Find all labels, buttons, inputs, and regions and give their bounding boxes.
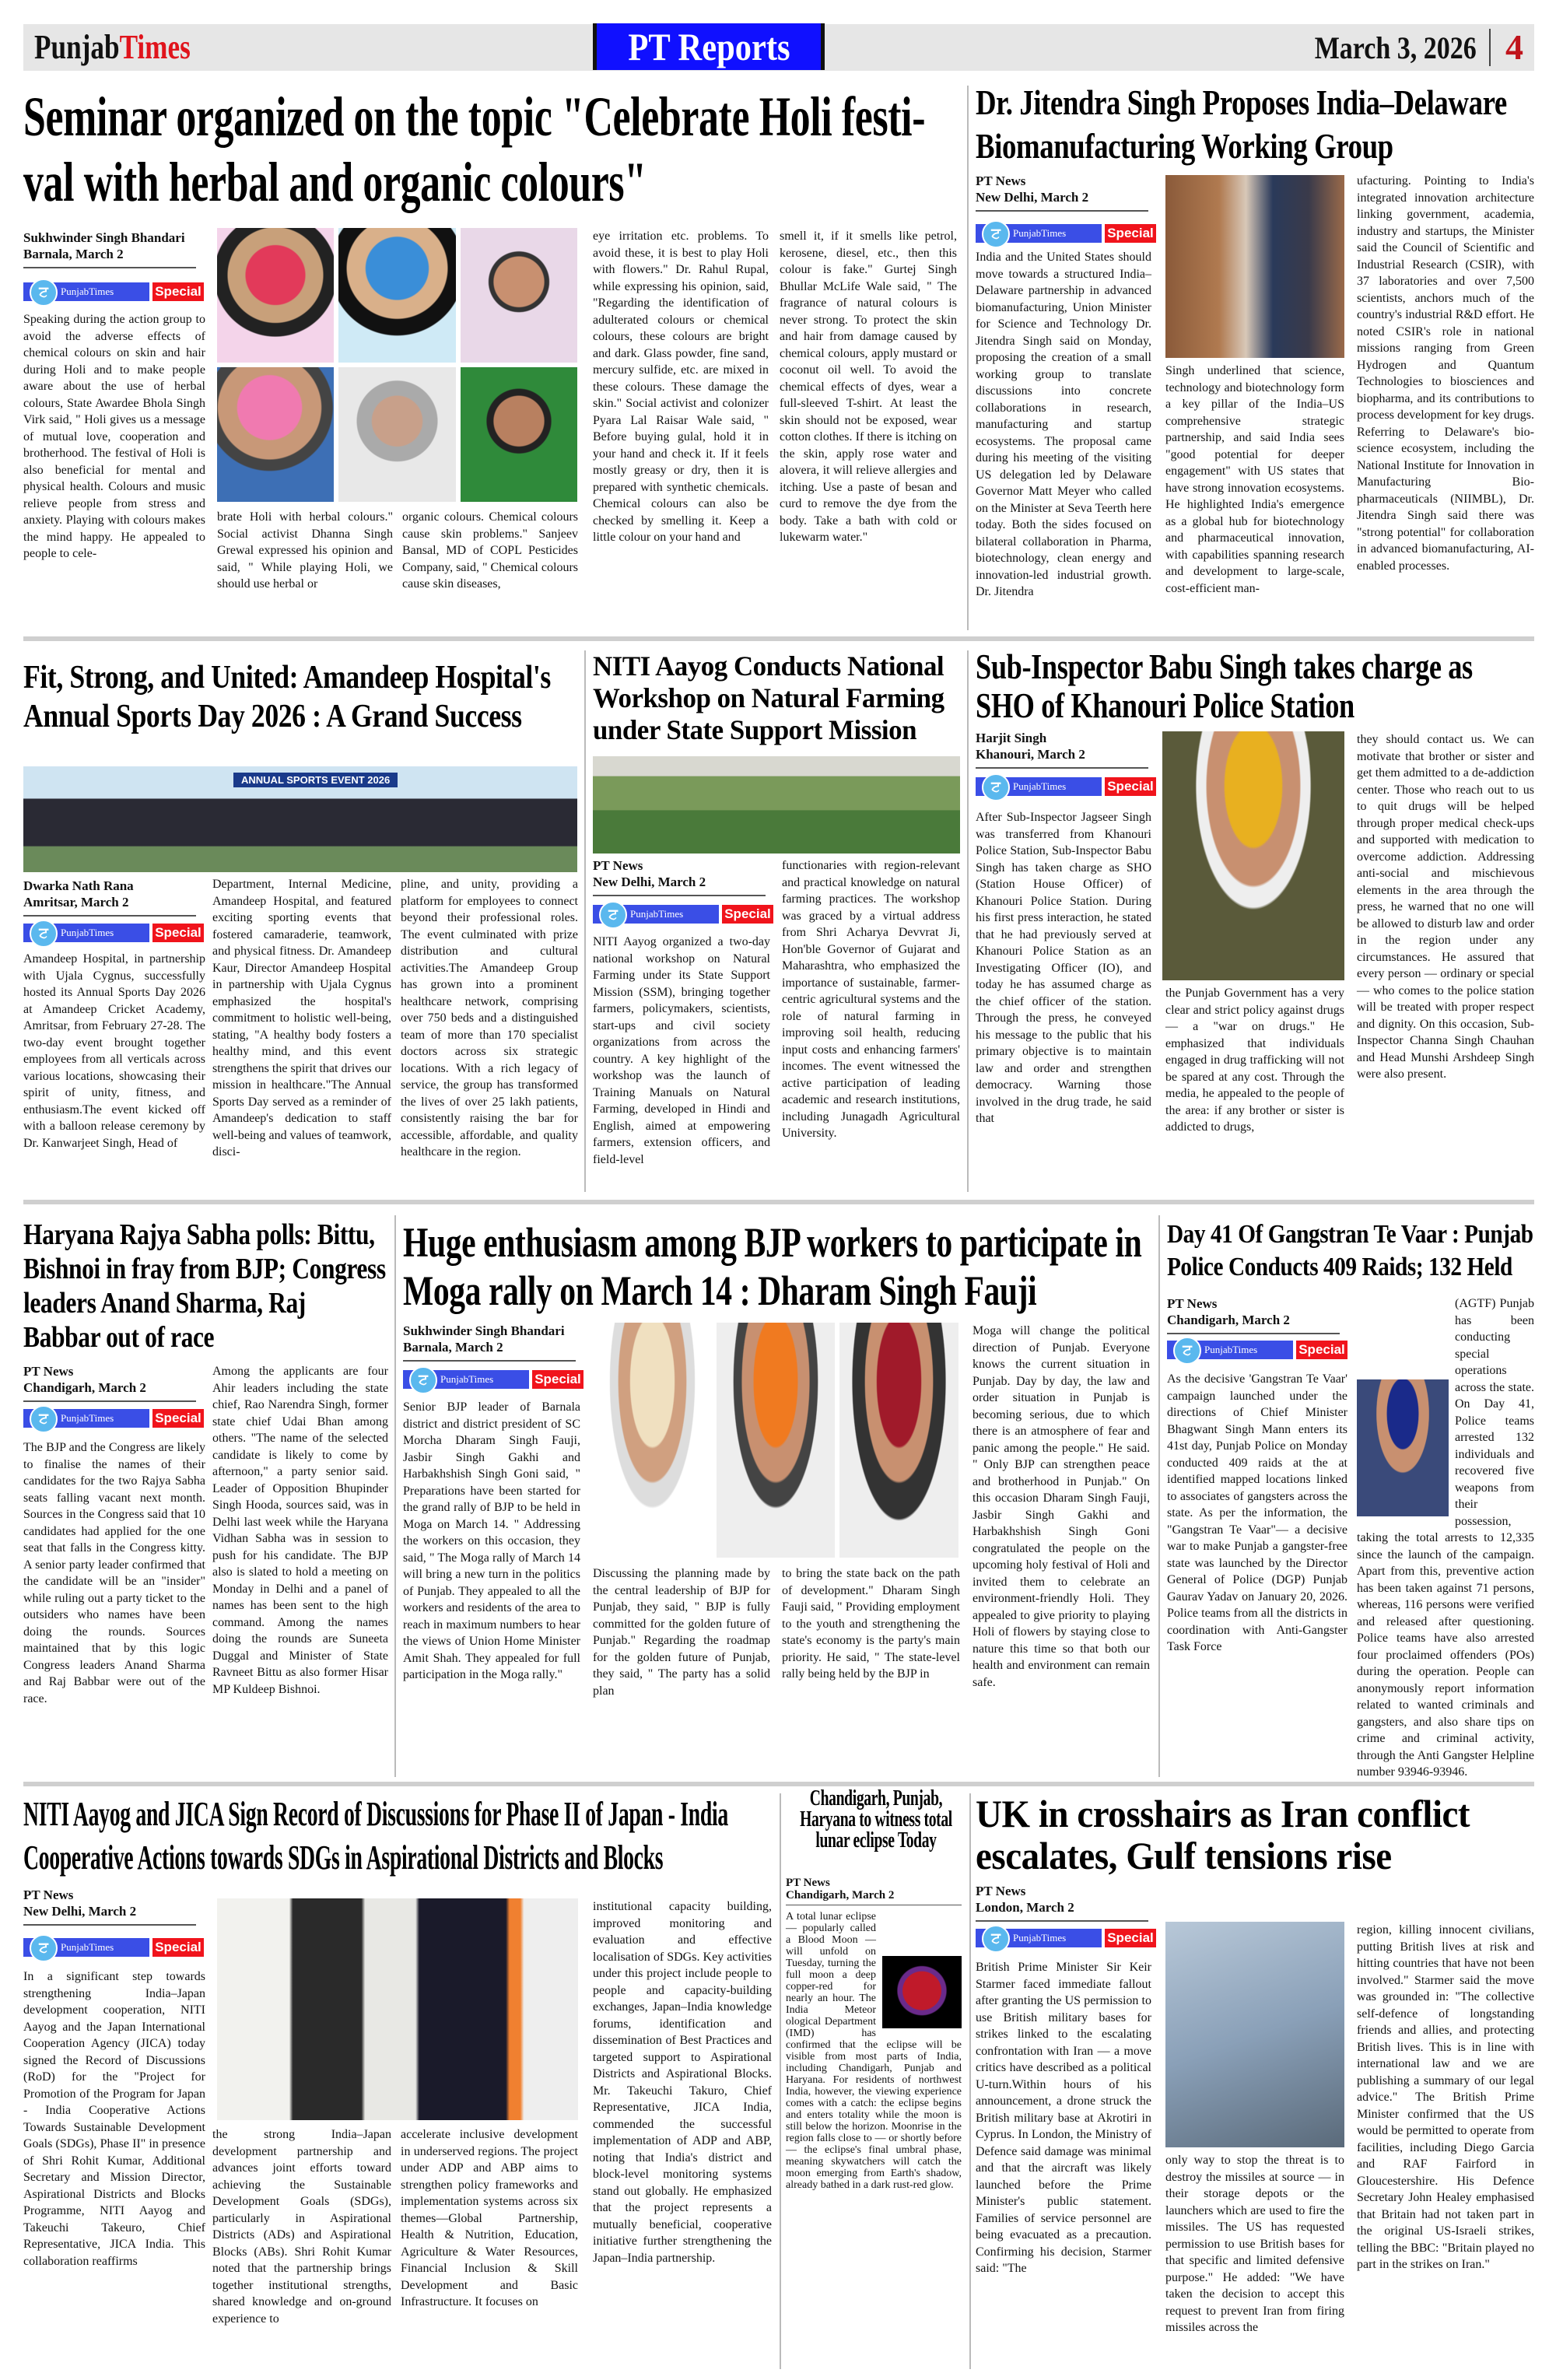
dateline: Chandigarh, March 2	[23, 1380, 146, 1395]
badge-special: Special	[152, 924, 204, 942]
dateline: Chandigarh, March 2	[1167, 1313, 1290, 1327]
article-text: only way to stop the threat is to destroy the missiles at source — in their storage depots or the launchers which are used to fire the missiles. The US has requested permission to use British bases for that specific and limited defensive purpose." He added: "We have taken the decision to accept this request to prevent Iran from firing missiles across the	[1165, 2154, 1344, 2334]
portrait-photo	[461, 228, 577, 363]
article-text: brate Holi with herbal colours." Social activist Dhanna Singh Grewal expressed his opinion and said, " While playing Holi, we should use herbal or	[217, 510, 393, 591]
article-text: accelerate inclusive development in underserved regions. The project under ADP and ABP aims to strengthen policy frameworks and implementation systems across six themes—Global Partnership, Health & Nutrition, Education, Agriculture & Water Resources, Financial Inclusion & Skill Development and Basic Infrastructure. It focuses on	[401, 2128, 578, 2308]
author: PT News	[23, 1364, 74, 1379]
article-text: Speaking during the action group to avoid the adverse effects of chemical colours on skin and hair during Holi and to make people aware about the use of herbal colours, State Awardee Bhola Singh Virk said, " Holi gives us a message of mutual love, cooperation and brotherhood. The festival of Holi is also beneficial for mental and physical health. Colours and music relieve people from stress and anxiety. Playing with colours makes the mind happy. He appealed to people to cele-	[23, 313, 205, 560]
article-text: Senior BJP leader of Barnala district and district president of SC Morcha Dharam Singh Fauji, Jasbir Singh Gakhi and Harbakhshish Singh Goni said, " Preparations have been started for the grand rally of BJP to be held in Moga on March 14. " Addressing the workers on this occasion, they said, " The Moga rally of March 14 will bring a new turn in the politics of Punjab. They appealed to all the workers and residents of the area to reach in maximum numbers to hear the views of Union Home Minister Amit Shah. They appealed for full participation in the Moga rally."	[403, 1400, 580, 1681]
byline	[23, 230, 196, 268]
author: PT News	[1167, 1296, 1218, 1311]
author: Sukhwinder Singh Bhandari	[403, 1323, 565, 1338]
special-badge	[403, 1369, 584, 1390]
article-text: British Prime Minister Sir Keir Starmer faced immediate fallout after granting the US permission to use British military bases for strikes linked to the escalating confrontation with Iran — a move critics have described as a political U-turn.Within hours of his announcement, a drone struck the British military base at Akrotiri in Cyprus. In London, the Ministry of Defence said damage was minimal and that the aircraft was likely launched before the Prime Minister's public statement. Families of service personnel are being evacuated as a precaution. Confirming his decision, Starmer said: "The	[976, 1961, 1151, 2275]
byline	[23, 1887, 196, 1926]
portrait-photo	[839, 1323, 958, 1558]
special-badge	[1167, 1340, 1347, 1360]
portrait-photo	[338, 367, 455, 502]
byline	[403, 1323, 576, 1362]
article-text: After Sub-Inspector Jagseer Singh was transferred from Khanouri Police Station, Sub-Inspector Babu Singh has taken charge as SHO (Station House Officer) of Khanouri Police Station. During his first press interaction, he stated that he had previously served at Khanouri Police Station as an Investigating Officer (IO), and today he has assumed charge as the chief officer of the station. Through the press, he conveyed his message to the public that his primary objective is to maintain law and order and strengthen democracy. Warning those involved in the drug trade, he said that	[976, 811, 1151, 1125]
row-divider	[23, 1782, 1534, 1786]
portrait-photo	[338, 228, 455, 363]
byline	[976, 173, 1148, 212]
author: PT News	[786, 1877, 830, 1889]
punjabtimes-logo-icon: ਟ	[599, 901, 627, 929]
headline[interactable]: Chandigarh, Punjab, Haryana to witness total lunar eclipse Today	[800, 1786, 952, 1852]
blood-moon-photo	[882, 1956, 962, 2028]
column-divider	[969, 1793, 971, 2369]
newspaper-logo[interactable]	[34, 27, 191, 68]
article-text: institutional capacity building, improved monitoring and evaluation and effective localisation of SDGs. Key activities under this project include people to people and capacity-building exchanges, Japan–India knowledge forums, identification and dissemination of Best Practices and targeted support to Aspirational Districts and Aspirational Blocks. Mr. Takeuchi Takuro, Chief Representative, JICA India, commended the successful implementation of ADP and ABP, noting that India's district and block-level monitoring systems stand out globally. He emphasized that the project represents a mutually beneficial, cooperative initiative further strengthening the Japan–India partnership.	[593, 1900, 772, 2265]
punjabtimes-logo-icon: ਟ	[30, 1405, 58, 1433]
badge-special: Special	[1105, 1929, 1156, 1947]
article-text: Amandeep Hospital, in partnership with Ujala Cygnus, successfully hosted its Annual Sports Day 2026 at Amandeep Cricket Academy, Amritsar, from February 27-28. The two-day event brought together employees from all verticals across various locations, showcasing their spirit of unity, fitness, and enthusiasm.The event kicked off with a balloon release ceremony by Dr. Kanwarjeet Singh, Head of	[23, 952, 205, 1150]
group-photo	[23, 766, 577, 872]
portrait-photo	[717, 1323, 836, 1558]
logo-punjab: Punjab	[34, 28, 120, 66]
photo-banner: ANNUAL SPORTS EVENT 2026	[233, 773, 398, 787]
article-text: India and the United States should move towards a structured India–Delaware partnership in advanced biomanufacturing, Union Minister for Science and Technology Dr. Jitendra Singh said on Monday, proposing the creation of a small working group to translate discussions into concrete collaborations in research, manufacturing and startup ecosystems. The proposal came during his meeting of the visiting US delegation led by Delaware Governor Matt Meyer who called on the Minister at Seva Teerth here today. Both the sides focused on bilateral collaboration in Pharma, biotechnology, clean energy and innovation-led industrial growth. Dr. Jitendra	[976, 251, 1151, 598]
dateline: Barnala, March 2	[403, 1340, 503, 1355]
article-text: Discussing the planning made by the central leadership of BJP for Punjab, they said, " BJP is fully committed for the golden future of Punjab." Regarding the roadmap for the golden future of Punjab, they said, " The party has a solid plan	[593, 1567, 770, 1698]
special-badge	[976, 1928, 1156, 1948]
badge-special: Special	[152, 1409, 204, 1428]
article-text: smell it, if it smells like petrol, kerosene, diesel, etc., then this colour is fake." Gurtej Singh Bhullar McLife Wale said, " The fragrance of natural colours is never strong. To protect the skin and hair from damage caused by chemical colours, apply mustard or coconut oil well. To avoid the chemical effects of dyes, wear a full-sleeved T-shirt. At least the skin should not be exposed, wear cotton clothes. If there is itching on the skin, apply rose water and alovera, it will relieve allergies and itching. Use a paste of besan and curd to remove the dye from the body. Take a bath with cold or lukewarm water."	[780, 230, 957, 544]
divider	[1489, 29, 1491, 66]
special-badge	[23, 1937, 204, 1958]
article-text	[786, 1911, 962, 2191]
article-text: eye irritation etc. problems. To avoid these, it is best to play Holi with flowers." Dr. Rahul Rupal, while expressing his opinion, said, "Regarding the identification of adulterated colours or chemical colours, these colours are bright and dark. Glass powder, fine sand, mercury sulfide, etc. are mixed in these colours. These damage the skin." Social activist and colonizer Pyara Lal Raisar Wale said, " Before buying gulal, hold it in your hand and check it. If it feels mostly greasy or dry, then it is prepared with synthetic chemicals. Chemical colours can also be checked by smelling it. Keep a little colour on your hand and	[593, 230, 769, 544]
article-text: the Punjab Government has a very clear and strict policy against drugs — a "war on drugs." He emphasized that individuals engaged in drug trafficking will not be spared at any cost. Through the media, he appealed to the people of the area: if any brother or sister is addicted to drugs,	[1165, 987, 1344, 1134]
headline[interactable]: Seminar organized on the topic "Celebrate Holi festi-val with herbal and organic colours"	[23, 86, 926, 213]
special-badge	[23, 1408, 204, 1428]
badge-special: Special	[1105, 224, 1156, 243]
fighter-jet-photo	[1165, 1922, 1344, 2147]
punjabtimes-logo-icon: ਟ	[30, 1934, 58, 1962]
badge-brand: PunjabTimes	[61, 286, 114, 297]
column-divider	[394, 1215, 396, 1777]
column-divider	[1158, 1215, 1160, 1777]
meeting-photo	[1165, 175, 1344, 358]
dateline: New Delhi, March 2	[23, 1904, 137, 1919]
article-text: Singh underlined that science, technology and biotechnology form a key pillar of the India–US comprehensive strategic partnership, and said India sees "good potential for deeper engagement" with US states that have strong innovation ecosystems. He highlighted India's emergence as a global hub for biotechnology and pharmaceutical innovation, with capabilities spanning research and development to large-scale, cost-efficient man-	[1165, 364, 1344, 595]
section-title-text: PT Reports	[627, 25, 790, 68]
badge-brand: PunjabTimes	[1204, 1344, 1258, 1355]
badge-special: Special	[152, 282, 204, 301]
badge-brand: PunjabTimes	[630, 908, 684, 920]
headline[interactable]: Fit, Strong, and United: Amandeep Hospital's Annual Sports Day 2026 : A Grand Success	[23, 660, 551, 734]
badge-brand: PunjabTimes	[61, 927, 114, 938]
portrait-photo	[593, 1323, 712, 1558]
headline[interactable]: Huge enthusiasm among BJP workers to participate in Moga rally on March 14 : Dharam Singh Fauji	[403, 1219, 1142, 1314]
police-officer-photo	[1162, 731, 1344, 980]
badge-brand: PunjabTimes	[61, 1941, 114, 1953]
punjabtimes-logo-icon: ਟ	[982, 773, 1010, 801]
page-number: 4	[1505, 27, 1523, 67]
dateline: Khanouri, March 2	[976, 747, 1085, 762]
byline	[23, 1363, 196, 1402]
article-text: pline, and unity, providing a platform for employees to connect beyond their professional roles. The event culminated with prize distribution and cultural activities.The Amandeep Group has grown into a prominent healthcare network, comprising over 750 beds and a distinguished team of more than 170 specialist doctors across six strategic locations. With a rich legacy of service, the group has transformed the lives of over 25 lakh patients, consistently raising the bar for accessible, affordable, and quality healthcare in the region.	[401, 878, 578, 1158]
headline[interactable]: Day 41 Of Gangstran Te Vaar : Punjab Police Conducts 409 Raids; 132 Held	[1167, 1220, 1533, 1281]
portrait-photo	[217, 367, 334, 502]
dateline: New Delhi, March 2	[593, 875, 706, 889]
headline[interactable]: NITI Aayog Conducts National Workshop on Natural Farming under State Support Mission	[593, 650, 944, 745]
dateline: London, March 2	[976, 1900, 1074, 1915]
dateline: New Delhi, March 2	[976, 190, 1089, 205]
punjabtimes-logo-icon: ਟ	[982, 1925, 1010, 1953]
article-text-body: (AGTF) Punjab has been conducting special operations across the state. On Day 41, Police teams arrested 132 individuals and recovered five weapons from their possession, taking the total arrests to 12,335 since the launch of the campaign. Apart from this, preventive action has been taken against 71 persons, whereas, 116 persons were verified and released after questioning. Police teams have also arrested four proclaimed offenders (POs) during the operation. People can anonymously report information related to wanted criminals and gangsters, and also share tips on crime and criminal activity, through the Anti Gangster Helpline number 93946-93946.	[1357, 1297, 1534, 1779]
headline[interactable]: Sub-Inspector Babu Singh takes charge as SHO of Khanouri Police Station	[976, 647, 1473, 725]
byline	[786, 1877, 962, 1905]
section-title	[593, 23, 825, 70]
row-divider	[23, 1200, 1534, 1204]
article-text: Among the applicants are four Ahir leaders including the state chief, Rao Narendra Singh, former state chief Udai Bhan among others. "The name of the selected candidate is likely to come by afternoon," a party senior said. Leader of Opposition Bhupinder Singh Hooda, sources said, was in Delhi last week while the Haryana Vidhan Sabha was in session to push for his candidate. The BJP also is slated to hold a meeting on Monday in Delhi and a panel of names has been sent to the high command. Among the names doing the rounds are Suneeta Duggal and Minister of State Ravneet Bittu as also former Hisar MP Kuldeep Bishnoi.	[212, 1365, 388, 1696]
portrait-photo	[461, 367, 577, 502]
article-text: the strong India–Japan development partnership and advances joint efforts toward achieving the Sustainable Development Goals (SDGs), particularly in Aspirational Districts (ADs) and Aspirational Blocks (ABs). Shri Rohit Kumar noted that the partnership brings together institutional strengths, shared knowledge and on-ground experience to	[212, 2128, 391, 2326]
punjabtimes-logo-icon: ਟ	[982, 220, 1010, 248]
badge-brand: PunjabTimes	[1013, 780, 1067, 792]
issue-date: March 3, 2026	[1314, 30, 1477, 65]
masthead	[23, 24, 1534, 71]
author: PT News	[593, 858, 643, 873]
article-text: In a significant step towards strengthening India–Japan development cooperation, NITI Aayog and the Japan International Cooperation Agency (JICA) today signed the Record of Discussions (RoD) for the "Project for Promotion of the Program for Japan - India Cooperative Actions Towards Sustainable Development Goals (SDGs), Phase II" in presence of Shri Rohit Kumar, Additional Secretary and Mission Director, Aspirational Districts and Blocks Programme, NITI Aayog and Takeuchi Takeuro, Chief Representative, JICA India. This collaboration reaffirms	[23, 1970, 205, 2268]
badge-special: Special	[722, 905, 773, 924]
article-text: Department, Internal Medicine, Amandeep Hospital, and featured exciting sporting events that fostered camaraderie, teamwork, and physical fitness. Dr. Amandeep Kaur, Director Amandeep Hospital in partnership with Ujala Cygnus emphasized the hospital's commitment to holistic well-being, stating, "A healthy body fosters a healthy mind, and this event strengthens the spirit that drives our mission in healthcare."The Annual Sports Day served as a reminder of Amandeep's dedication to staff well-being and values of teamwork, disci-	[212, 878, 391, 1158]
article-text: The BJP and the Congress are likely to finalise the names of their candidates for the two Rajya Sabha seats falling vacant next month. Sources in the Congress said that 10 candidates had applied for the one seat that falls in the Congress kitty. A senior party leader confirmed that the candidate will be an "insider" while ruling out a party ticket to the outsiders who names have been doing the rounds. Sources maintained that by this logic Congress leaders Anand Sharma and Raj Babbar were out of the race.	[23, 1441, 205, 1705]
special-badge	[976, 223, 1156, 244]
author: PT News	[23, 1888, 74, 1902]
headline[interactable]: UK in crosshairs as Iran conflict escalates, Gulf tensions rise	[976, 1792, 1470, 1877]
portrait-photos	[217, 228, 577, 502]
row-divider	[23, 636, 1534, 641]
article-text: NITI Aayog organized a two-day national workshop on Natural Farming under its State Support Mission (SSM), bringing together farmers, policymakers, scientists, start-ups and civil society organizations from across the country. A key highlight of the workshop was the launch of Training Manuals on Natural Farming, developed in Hindi and English, aimed at empowering farmers, extension officers, and field-level	[593, 935, 770, 1166]
punjabtimes-logo-icon: ਟ	[409, 1366, 437, 1394]
column-divider	[584, 650, 586, 1192]
article-text: functionaries with region-relevant and practical knowledge on natural farming practices. The workshop was graced by a virtual address from Shri Acharya Devvrat Ji, Hon'ble Governor of Gujarat and Maharashtra, who emphasized the importance of sustainable, farmer-centric agricultural systems and the role of natural farming in improving soil health, reducing input costs and enhancing farmers' incomes. The event witnessed the active participation of leading academic and research institutions, including Junagadh Agricultural University.	[782, 859, 960, 1140]
badge-brand: PunjabTimes	[1013, 227, 1067, 239]
author: Sukhwinder Singh Bhandari	[23, 230, 185, 245]
badge-special: Special	[152, 1938, 204, 1957]
dateline: Barnala, March 2	[23, 247, 124, 261]
column-divider	[780, 1793, 781, 2369]
special-badge	[593, 904, 773, 924]
author: PT News	[976, 1884, 1026, 1898]
article-text: they should contact us. We can motivate that brother or sister and get them admitted to a de-addiction center. Those who reach out to us to quit drugs will be helped through proper medical check-ups and supported with medication to overcome addiction. Addressing anti-social and mischievous elements in the area through the press, he warned that no one will be allowed to disturb law and order in the region under any circumstances. He assured that every person — ordinary or special — who comes to the police station will be treated with proper respect and dignity. On this occasion, Sub-Inspector Channa Singh Chauhan and Head Munshi Arshdeep Singh were also present.	[1357, 733, 1534, 1081]
punjabtimes-logo-icon: ਟ	[30, 920, 58, 948]
article-text: ufacturing. Pointing to India's integrated innovation architecture linking government, academia, industry and startups, the Minister said the Council of Scientific and Industrial Research (CSIR), with 37 laboratories and over 7,500 scientists, anchors much of the country's industrial R&D effort. He noted CSIR's role in national missions ranging from Green Hydrogen and Quantum Technologies to biosciences and biopharma, and its contributions to process development for key drugs. Referring to Delaware's bio-science ecosystem, including the National Institute for Innovation in Manufacturing Bio-pharmaceuticals (NIIMBL), Dr. Jitendra Singh said there was "strong potential" for collaboration in advanced biomanufacturing, AI-enabled processes.	[1357, 174, 1534, 573]
badge-special: Special	[1296, 1341, 1347, 1359]
headline[interactable]: Haryana Rajya Sabha polls: Bittu, Bishnoi in fray from BJP; Congress leaders Anand Sharma, Raj Babbar out of race	[23, 1218, 386, 1354]
special-badge	[976, 776, 1156, 797]
article-text: Moga will change the political direction of Punjab. Everyone knows the current situation in Punjab. Day by day, the law and order situation in Punjab is becoming serious, due to which there is an atmosphere of fear and panic among the people." He said. " Only BJP can strengthen peace and brotherhood in Punjab." On this occasion Dharam Singh Fauji, Jasbir Singh Gakhi and Harbakhshish Singh Goni congratulated the people on the upcoming holy festival of Holi and invited them to celebrate an environment-friendly Holi. They appealed to give priority to playing Holi of flowers by staying close to nature this time so that both our health and environment can remain safe.	[972, 1324, 1150, 1689]
column-divider	[967, 86, 969, 630]
punjabtimes-logo-icon: ਟ	[30, 279, 58, 307]
article-text: region, killing innocent civilians, putting British lives at risk and hitting countries that have not been involved." Starmer said the move was grounded in: "The collective self-defence of longstanding friends and allies, and protecting British lives. This is in line with international law and we are publishing a summary of our legal advice." The British Prime Minister confirmed that the US would be permitted to operate from facilities, including Diego Garcia and RAF Fairford in Gloucestershire. His Defence Secretary John Healey emphasised that Britain had not taken part in the original US-Israeli strikes, telling the BBC: "Britain played no part in the strikes on Iran."	[1357, 1923, 1534, 2271]
dateline: Amritsar, March 2	[23, 895, 129, 910]
dateline: Chandigarh, March 2	[786, 1889, 895, 1902]
article-text-body: A total lunar eclipse — popularly called a Blood Moon — will unfold on Tuesday, turning the full moon a deep copper-red for nearly an hour. The India Meteor ological Department (IMD) has confirmed that the eclipse will be visible from most parts of India, including Chandigarh, Punjab and Haryana. For residents of northwest India, however, the viewing experience comes with a catch: the eclipse begins and enters totality while the moon is still below the horizon. Moonrise in the region falls close to — or shortly before — the eclipse's final umbral phase, meaning skywatchers will catch the moon emerging from Earth's shadow, already bathed in a dark rust-red glow.	[786, 1911, 962, 2191]
article-text: to bring the state back on the path of development." Dharam Singh Fauji said, " Providing employment to the youth and strengthening the state's economy is the party's main priority. He said, " The state-level rally being held by the BJP in	[782, 1567, 960, 1681]
special-badge	[23, 282, 204, 302]
byline	[23, 878, 196, 917]
byline	[976, 1883, 1148, 1922]
punjabtimes-logo-icon: ਟ	[1173, 1337, 1201, 1365]
police-dgp-photo	[1357, 1379, 1449, 1516]
leader-portraits	[593, 1323, 958, 1558]
author: Harjit Singh	[976, 731, 1047, 745]
badge-brand: PunjabTimes	[61, 1412, 114, 1424]
headline[interactable]: NITI Aayog and JICA Sign Record of Discussions for Phase II of Japan - India Cooperative Actions towards SDGs in Aspirational Districts and Blocks	[23, 1795, 728, 1877]
logo-times: Times	[119, 28, 191, 66]
author: Dwarka Nath Rana	[23, 878, 134, 893]
byline	[976, 730, 1148, 769]
badge-brand: PunjabTimes	[440, 1373, 494, 1385]
article-text: organic colours. Chemical colours cause skin problems." Sanjeev Bansal, MD of COPL Pesticides Company, said, " Chemical colours cause skin diseases,	[402, 510, 578, 591]
farm-photo	[593, 756, 960, 854]
signing-ceremony-photo	[217, 1898, 578, 2120]
badge-special: Special	[532, 1370, 584, 1389]
article-text: As the decisive 'Gangstran Te Vaar' campaign launched under the directions of Chief Minister Bhagwant Singh Mann enters its 41st day, Punjab Police on Monday conducted 409 raids at the at identified mapped locations linked to associates of gangsters across the state. As per the information, the "Gangstran Te Vaar"— a decisive war to make Punjab a gangster-free state was launched by the Director General of Police (DGP) Punjab Gaurav Yadav on January 20, 2026. Police teams from all the districts in coordination with Anti-Gangster Task Force	[1167, 1372, 1347, 1653]
author: PT News	[976, 174, 1026, 188]
byline	[1167, 1295, 1340, 1334]
special-badge	[23, 923, 204, 943]
headline[interactable]: Dr. Jitendra Singh Proposes India–Delaware Biomanufacturing Working Group	[976, 82, 1507, 166]
portrait-photo	[217, 228, 334, 363]
badge-special: Special	[1105, 777, 1156, 796]
byline	[593, 857, 766, 896]
column-divider	[967, 650, 969, 1192]
badge-brand: PunjabTimes	[1013, 1932, 1067, 1944]
article-text	[1357, 1295, 1534, 1781]
